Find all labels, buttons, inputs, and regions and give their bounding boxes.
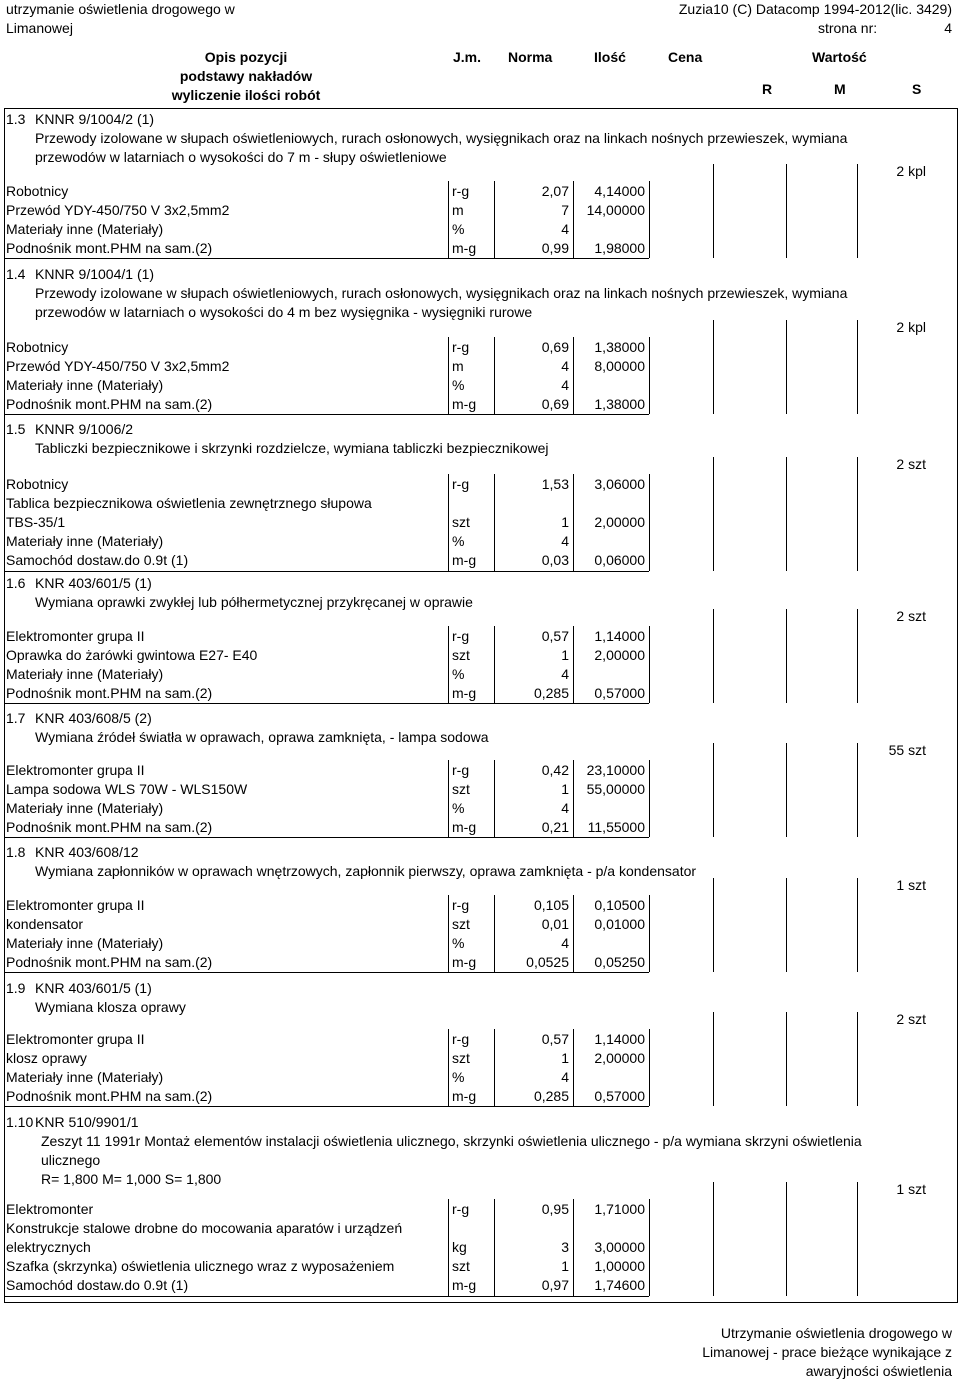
column-divider	[448, 626, 449, 703]
resource-name: Materiały inne (Materiały)	[6, 1069, 164, 1086]
resource-quantity: 1,14000	[594, 628, 645, 644]
position-description: Wymiana zapłonników w oprawach wnętrzowych, zapłonnik pierwszy, oprawa zamknięta - p/a kondensator	[35, 863, 697, 880]
column-divider	[857, 1182, 858, 1296]
resource-norm: 0,95	[541, 1201, 569, 1217]
row-rule	[4, 837, 649, 838]
resource-norm: 1	[561, 1050, 569, 1067]
resource-name: Materiały inne (Materiały)	[6, 935, 164, 952]
resource-name: Samochód dostaw.do 0.9t (1)	[6, 1277, 189, 1294]
column-divider	[857, 878, 858, 972]
resource-quantity: 14,00000	[586, 202, 645, 219]
table-right-border	[957, 108, 958, 1302]
resource-name: Podnośnik mont.PHM na sam.(2)	[6, 954, 213, 971]
page-number: 4	[944, 20, 952, 36]
resource-name: Podnośnik mont.PHM na sam.(2)	[6, 240, 213, 257]
position-basis: KNR 403/608/12	[35, 844, 139, 860]
resource-norm: 0,57	[541, 628, 569, 644]
resource-quantity: 2,00000	[594, 1050, 645, 1067]
resource-norm: 0,97	[541, 1277, 569, 1294]
column-divider	[786, 320, 787, 414]
row-rule	[4, 258, 649, 259]
resource-unit: szt	[452, 514, 470, 531]
software-credit: Zuzia10 (C) Datacomp 1994-2012(lic. 3429)	[678, 1, 952, 17]
resource-unit: m-g	[452, 685, 477, 702]
position-basis: KNNR 9/1004/2 (1)	[35, 111, 155, 127]
resource-unit: m-g	[452, 396, 477, 413]
position-description: Tabliczki bezpiecznikowe i skrzynki rozdzielcze, wymiana tabliczki bezpiecznikowej	[35, 440, 549, 457]
resource-unit: r-g	[452, 762, 470, 778]
resource-norm: 4	[561, 377, 569, 394]
resource-unit: %	[452, 377, 465, 394]
column-divider	[649, 474, 650, 571]
resource-norm: 4	[561, 666, 569, 683]
resource-norm: 0,69	[541, 396, 569, 413]
resource-norm: 4	[561, 1069, 569, 1086]
resource-name: Podnośnik mont.PHM na sam.(2)	[6, 1088, 213, 1105]
footer-line3: awaryjności oświetlenia	[805, 1363, 952, 1379]
col-value: Wartość	[812, 49, 867, 65]
resource-norm: 4	[561, 935, 569, 952]
resource-unit: m-g	[452, 1277, 477, 1294]
resource-unit: %	[452, 666, 465, 683]
column-divider	[786, 1182, 787, 1296]
position-number: 1.8	[6, 844, 26, 860]
resource-unit: m-g	[452, 1088, 477, 1105]
column-divider	[448, 1029, 449, 1106]
resource-name: Elektromonter grupa II	[6, 628, 145, 644]
resource-norm: 4	[561, 221, 569, 238]
column-divider	[573, 181, 574, 258]
resource-quantity: 1,38000	[594, 339, 645, 355]
row-rule	[4, 1296, 649, 1297]
position-number: 1.4	[6, 266, 26, 282]
position-quantity: 1 szt	[896, 1181, 926, 1197]
resource-norm: 4	[561, 358, 569, 375]
column-divider	[573, 1199, 574, 1296]
resource-quantity: 1,00000	[594, 1258, 645, 1275]
position-basis: KNNR 9/1004/1 (1)	[35, 266, 155, 282]
resource-name: Robotnicy	[6, 339, 69, 355]
column-divider	[786, 743, 787, 837]
footer-line1: Utrzymanie oświetlenia drogowego w	[720, 1325, 952, 1341]
position-description: Przewody izolowane w słupach oświetleniowych, rurach osłonowych, wysięgnikach oraz na linkach nośnych przewieszek, wymiana	[35, 130, 848, 147]
resource-unit: r-g	[452, 183, 470, 199]
position-description: Przewody izolowane w słupach oświetleniowych, rurach osłonowych, wysięgnikach oraz na linkach nośnych przewieszek, wymiana	[35, 285, 848, 302]
table-left-border	[4, 108, 5, 1302]
resource-unit: r-g	[452, 1031, 470, 1047]
position-basis: KNNR 9/1006/2	[35, 421, 134, 437]
resource-unit: szt	[452, 647, 470, 664]
column-divider	[786, 1012, 787, 1106]
resource-quantity: 11,55000	[587, 819, 645, 836]
col-desc-line1: Opis pozycji	[204, 49, 288, 65]
resource-name: klosz oprawy	[6, 1050, 87, 1067]
resource-unit: r-g	[452, 1201, 470, 1217]
column-divider	[786, 609, 787, 703]
column-divider	[786, 164, 787, 258]
column-divider	[573, 626, 574, 703]
resource-name: kondensator	[6, 916, 84, 933]
column-divider	[494, 1199, 495, 1296]
column-divider	[448, 895, 449, 972]
resource-unit: szt	[452, 781, 470, 798]
resource-name: Robotnicy	[6, 476, 69, 492]
resource-norm: 1	[561, 1258, 569, 1275]
column-divider	[448, 1199, 449, 1296]
column-divider	[857, 320, 858, 414]
position-quantity: 2 szt	[896, 456, 926, 472]
row-rule	[4, 571, 649, 572]
column-divider	[448, 337, 449, 414]
resource-norm: 0,0525	[526, 954, 569, 971]
col-qty: Ilość	[594, 49, 626, 65]
column-divider	[713, 457, 714, 571]
position-number: 1.6	[6, 575, 26, 591]
resource-quantity: 1,74600	[594, 1277, 645, 1294]
column-divider	[573, 760, 574, 837]
column-divider	[649, 760, 650, 837]
resource-name: Materiały inne (Materiały)	[6, 666, 164, 683]
row-rule	[4, 703, 649, 704]
col-r: R	[762, 81, 773, 97]
resource-unit: %	[452, 935, 465, 952]
resource-quantity: 0,05250	[594, 954, 645, 971]
resource-quantity: 0,06000	[594, 552, 645, 569]
resource-unit: %	[452, 800, 465, 817]
resource-quantity: 1,38000	[594, 396, 645, 413]
col-m: M	[834, 81, 846, 97]
doc-title-line1: utrzymanie oświetlenia drogowego w	[6, 1, 235, 17]
column-divider	[573, 1029, 574, 1106]
resource-quantity: 0,10500	[594, 897, 645, 913]
resource-name: Konstrukcje stalowe drobne do mocowania aparatów i urządzeń	[6, 1220, 403, 1237]
resource-quantity: 3,00000	[594, 1239, 645, 1256]
resource-quantity: 8,00000	[594, 358, 645, 375]
position-quantity: 2 kpl	[896, 163, 926, 179]
position-description: Wymiana klosza oprawy	[35, 999, 186, 1016]
column-divider	[573, 895, 574, 972]
resource-quantity: 0,57000	[594, 1088, 645, 1105]
column-divider	[857, 457, 858, 571]
position-basis: KNR 403/608/5 (2)	[35, 710, 152, 726]
resource-quantity: 1,71000	[594, 1201, 645, 1217]
position-number: 1.9	[6, 980, 26, 996]
resource-name: Przewód YDY-450/750 V 3x2,5mm2	[6, 202, 230, 219]
resource-name: Materiały inne (Materiały)	[6, 221, 164, 238]
resource-unit: %	[452, 533, 465, 550]
resource-unit: m	[452, 202, 464, 219]
resource-norm: 0,105	[533, 897, 569, 913]
column-divider	[573, 474, 574, 571]
column-divider	[713, 878, 714, 972]
resource-quantity: 0,01000	[594, 916, 645, 933]
resource-quantity: 0,57000	[594, 685, 645, 702]
resource-name: Podnośnik mont.PHM na sam.(2)	[6, 819, 213, 836]
resource-name: Podnośnik mont.PHM na sam.(2)	[6, 685, 213, 702]
column-divider	[448, 181, 449, 258]
resource-norm: 0,99	[541, 240, 569, 257]
column-divider	[649, 1029, 650, 1106]
table-top-rule	[4, 108, 958, 109]
resource-name: Elektromonter grupa II	[6, 1031, 145, 1047]
resource-norm: 0,21	[541, 819, 569, 836]
position-description: Wymiana źródeł światła w oprawach, oprawa zamknięta, - lampa sodowa	[35, 729, 489, 746]
resource-norm: 1	[561, 647, 569, 664]
resource-name: Tablica bezpiecznikowa oświetlenia zewnętrznego słupowa	[6, 495, 372, 512]
resource-norm: 0,285	[533, 1088, 569, 1105]
position-description: przewodów w latarniach o wysokości do 7 m - słupy oświetleniowe	[35, 149, 447, 166]
resource-unit: r-g	[452, 476, 470, 492]
resource-norm: 0,285	[533, 685, 569, 702]
resource-quantity: 3,06000	[594, 476, 645, 492]
resource-name: Materiały inne (Materiały)	[6, 377, 164, 394]
column-divider	[448, 474, 449, 571]
column-divider	[857, 1012, 858, 1106]
resource-unit: szt	[452, 1258, 470, 1275]
resource-unit: m-g	[452, 954, 477, 971]
resource-quantity: 23,10000	[586, 762, 645, 778]
position-quantity: 55 szt	[888, 742, 926, 758]
resource-name: Lampa sodowa WLS 70W - WLS150W	[6, 781, 248, 798]
resource-norm: 1	[561, 781, 569, 798]
column-divider	[713, 1182, 714, 1296]
resource-norm: 0,03	[541, 552, 569, 569]
row-rule	[4, 972, 649, 973]
position-description: ulicznego	[41, 1152, 101, 1169]
position-description: przewodów w latarniach o wysokości do 4 m bez wysięgnika - wysięgniki rurowe	[35, 304, 533, 321]
position-number: 1.3	[6, 111, 26, 127]
resource-unit: r-g	[452, 628, 470, 644]
resource-unit: m	[452, 358, 464, 375]
column-divider	[494, 474, 495, 571]
doc-title-line2: Limanowej	[6, 20, 73, 36]
resource-quantity: 2,00000	[594, 514, 645, 531]
column-divider	[649, 895, 650, 972]
column-divider	[857, 743, 858, 837]
column-divider	[713, 1012, 714, 1106]
column-divider	[786, 457, 787, 571]
resource-norm: 0,42	[541, 762, 569, 778]
column-divider	[649, 626, 650, 703]
page-label: strona nr:	[818, 20, 878, 36]
position-number: 1.5	[6, 421, 26, 437]
resource-quantity: 2,00000	[594, 647, 645, 664]
resource-name: Szafka (skrzynka) oświetlenia ulicznego wraz z wyposażeniem	[6, 1258, 395, 1275]
column-divider	[649, 337, 650, 414]
column-divider	[649, 181, 650, 258]
column-divider	[857, 164, 858, 258]
column-divider	[713, 609, 714, 703]
resource-name: Przewód YDY-450/750 V 3x2,5mm2	[6, 358, 230, 375]
column-divider	[713, 164, 714, 258]
position-basis: KNR 510/9901/1	[35, 1114, 139, 1130]
row-rule	[4, 1106, 649, 1107]
position-quantity: 2 szt	[896, 1011, 926, 1027]
resource-unit: m-g	[452, 552, 477, 569]
row-rule	[4, 414, 649, 415]
resource-norm: 0,57	[541, 1031, 569, 1047]
position-number: 1.10	[6, 1114, 34, 1130]
resource-unit: r-g	[452, 897, 470, 913]
column-divider	[494, 181, 495, 258]
position-quantity: 1 szt	[896, 877, 926, 893]
resource-name: Podnośnik mont.PHM na sam.(2)	[6, 396, 213, 413]
column-divider	[494, 1029, 495, 1106]
resource-unit: %	[452, 1069, 465, 1086]
resource-norm: 0,69	[541, 339, 569, 355]
resource-name: Elektromonter grupa II	[6, 762, 145, 778]
table-bottom-rule	[4, 1302, 958, 1303]
resource-name: TBS-35/1	[6, 514, 66, 531]
resource-norm: 4	[561, 800, 569, 817]
resource-norm: 3	[561, 1239, 569, 1256]
column-divider	[786, 878, 787, 972]
resource-norm: 4	[561, 533, 569, 550]
column-divider	[494, 337, 495, 414]
col-norm: Norma	[508, 49, 553, 65]
resource-norm: 0,01	[541, 916, 569, 933]
col-desc-line3: wyliczenie ilości robót	[171, 87, 321, 103]
resource-unit: kg	[452, 1239, 467, 1256]
footer-line2: Limanowej - prace bieżące wynikające z	[702, 1344, 952, 1360]
column-divider	[494, 760, 495, 837]
column-divider	[448, 760, 449, 837]
col-desc-line2: podstawy nakładów	[179, 68, 313, 84]
resource-unit: szt	[452, 1050, 470, 1067]
resource-unit: szt	[452, 916, 470, 933]
column-divider	[857, 609, 858, 703]
col-price: Cena	[668, 49, 703, 65]
resource-name: Elektromonter grupa II	[6, 897, 145, 913]
resource-name: Materiały inne (Materiały)	[6, 800, 164, 817]
position-extra: R= 1,800 M= 1,000 S= 1,800	[41, 1171, 222, 1188]
resource-quantity: 1,14000	[594, 1031, 645, 1047]
resource-norm: 1	[561, 514, 569, 531]
position-quantity: 2 szt	[896, 608, 926, 624]
resource-unit: r-g	[452, 339, 470, 355]
position-quantity: 2 kpl	[896, 319, 926, 335]
position-basis: KNR 403/601/5 (1)	[35, 575, 152, 591]
col-unit: J.m.	[453, 49, 482, 65]
column-divider	[494, 626, 495, 703]
resource-name: Elektromonter	[6, 1201, 94, 1217]
position-number: 1.7	[6, 710, 26, 726]
resource-name: Materiały inne (Materiały)	[6, 533, 164, 550]
column-divider	[649, 1199, 650, 1296]
resource-unit: m-g	[452, 819, 477, 836]
column-divider	[573, 337, 574, 414]
resource-name: Oprawka do żarówki gwintowa E27- E40	[6, 647, 258, 664]
resource-norm: 7	[561, 202, 569, 219]
column-divider	[713, 743, 714, 837]
resource-name: Robotnicy	[6, 183, 69, 199]
resource-quantity: 4,14000	[594, 183, 645, 199]
resource-name: Samochód dostaw.do 0.9t (1)	[6, 552, 189, 569]
column-divider	[494, 895, 495, 972]
col-s: S	[912, 81, 922, 97]
resource-name: elektrycznych	[6, 1239, 91, 1256]
position-basis: KNR 403/601/5 (1)	[35, 980, 152, 996]
position-description: Zeszyt 11 1991r Montaż elementów instalacji oświetlenia ulicznego, skrzynki oświetlenia ulicznego - p/a wymiana skrzyni oświetlenia	[41, 1133, 862, 1150]
column-divider	[713, 320, 714, 414]
resource-norm: 1,53	[541, 476, 569, 492]
resource-quantity: 1,98000	[594, 240, 645, 257]
resource-unit: m-g	[452, 240, 477, 257]
position-description: Wymiana oprawki zwykłej lub półhermetycznej przykręcanej w oprawie	[35, 594, 473, 611]
resource-unit: %	[452, 221, 465, 238]
resource-quantity: 55,00000	[586, 781, 645, 798]
resource-norm: 2,07	[541, 183, 569, 199]
